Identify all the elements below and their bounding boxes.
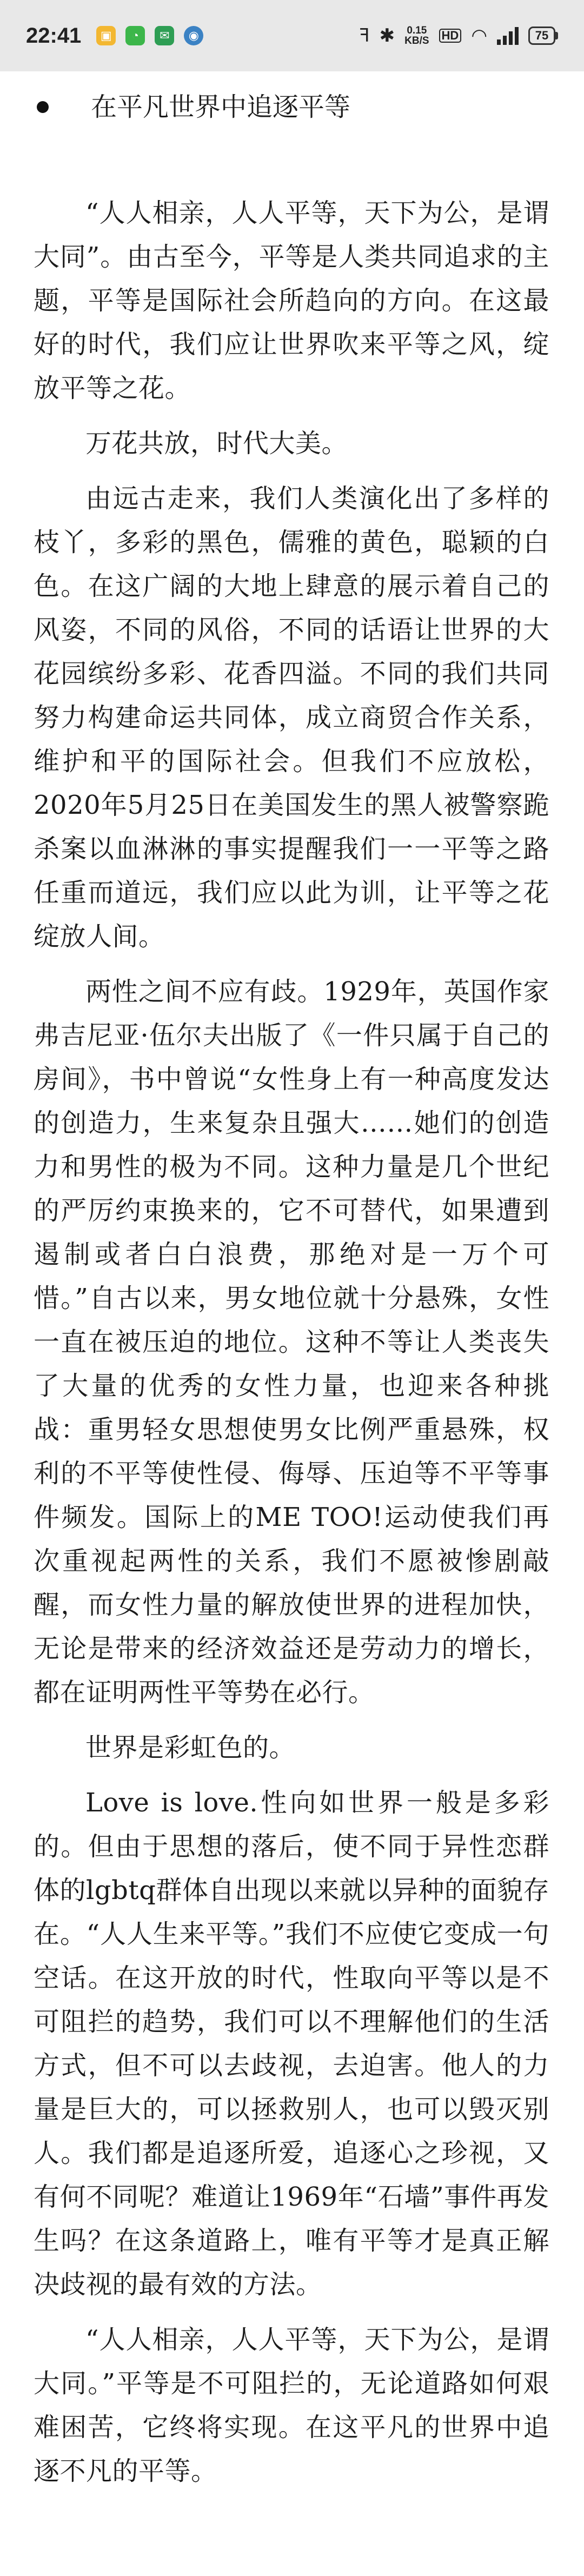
battery-icon <box>528 26 558 45</box>
battery-level: 75 <box>528 26 555 45</box>
article-title: 在平凡世界中追逐平等 <box>91 92 351 122</box>
paragraph-subheading-rainbow: 世界是彩虹色的。 <box>85 1732 296 1763</box>
nfc-icon: ꟻ <box>359 25 370 46</box>
paragraph-intro: “人人相亲，人人平等，天下为公，是谓大同”。由古至今，平等是人类共同追求的主题，平等是国际社会所趋向的方向。在这最好的时代，我们应让世界吹来平等之风，绽放平等之花。 <box>34 198 549 403</box>
hd-icon: HD <box>439 29 462 43</box>
status-bar-left <box>26 24 203 48</box>
net-speed-unit: KB/S <box>404 35 429 47</box>
signal-icon <box>497 26 519 45</box>
clock: 22:41 <box>26 23 82 48</box>
status-bar-right <box>359 25 558 46</box>
paragraph-conclusion: “人人相亲，人人平等，天下为公，是谓大同。”平等是不可阻拦的，无论道路如何艰难困苦，它终将实现。在这平凡的世界中追逐不凡的平等。 <box>34 2325 549 2486</box>
paragraph-gender: 两性之间不应有歧。1929年，英国作家弗吉尼亚·伍尔夫出版了《一件只属于自己的房间》，书中曾说“女性身上有一种高度发达的创造力，生来复杂且强大……她们的创造力和男性的极为不同。这种力量是几个世纪的严厉约束换来的，它不可替代，如果遭到遏制或者白白浪费，那绝对是一万个可惜。”自古以来，男女地位就十分悬殊，女性一直在被压迫的地位。这种不等让人类丧失了大量的优秀的女性力量，也迎来各种挑战：重男轻女思想使男女比例严重悬殊，权利的不平等使性侵、侮辱、压迫等不平等事件频发。国际上的ME TOO!运动使我们再次重视起两性的关系，我们不愿被惨剧敲醒，而女性力量的解放使世界的进程加快，无论是带来的经济效益还是劳动力的增长，都在证明两性平等势在必行。 <box>34 977 549 1708</box>
wechat-icon: ◔ <box>125 26 145 45</box>
paragraph-subheading-flowers: 万花共放，时代大美。 <box>85 428 348 459</box>
paragraph-race: 由远古走来，我们人类演化出了多样的枝丫，多彩的黑色，儒雅的黄色，聪颖的白色。在这广阔的大地上肆意的展示着自己的风姿，不同的风俗，不同的话语让世界的大花园缤纷多彩、花香四溢。不同的我们共同努力构建命运共同体，成立商贸合作关系，维护和平的国际社会。但我们不应放松，2020年5月25日在美国发生的黑人被警察跪杀案以血淋淋的事实提醒我们一一平等之路任重而道远，我们应以此为训，让平等之花绽放人间。 <box>34 483 549 952</box>
net-speed-value: 0.15 <box>407 25 427 36</box>
net-speed <box>404 25 429 46</box>
browser-app-icon: ◉ <box>184 26 203 45</box>
article <box>0 71 584 2493</box>
bluetooth-icon: ✱ <box>379 25 395 46</box>
status-bar <box>0 0 584 71</box>
paragraph-lgbtq: Love is love.性向如世界一般是多彩的。但由于思想的落后，使不同于异性恋群体的lgbtq群体自出现以来就以异种的面貌存在。“人人生来平等。”我们不应使它变成一句空话。在这开放的时代，性取向平等以是不可阻拦的趋势，我们可以不理解他们的生活方式，但不可以去歧视，去迫害。他人的力量是巨大的，可以拯救别人，也可以毁灭别人。我们都是追逐所爱，追逐心之珍视，又有何不同呢？难道让1969年“石墙”事件再发生吗？在这条道路上，唯有平等才是真正解决歧视的最有效的方法。 <box>34 1788 549 2300</box>
message-app-icon: ✉ <box>155 26 174 45</box>
notification-app-icon: ▣ <box>96 26 116 45</box>
bullet-icon <box>37 101 49 113</box>
wifi-icon: ◠ <box>471 25 487 46</box>
article-heading <box>37 79 549 135</box>
